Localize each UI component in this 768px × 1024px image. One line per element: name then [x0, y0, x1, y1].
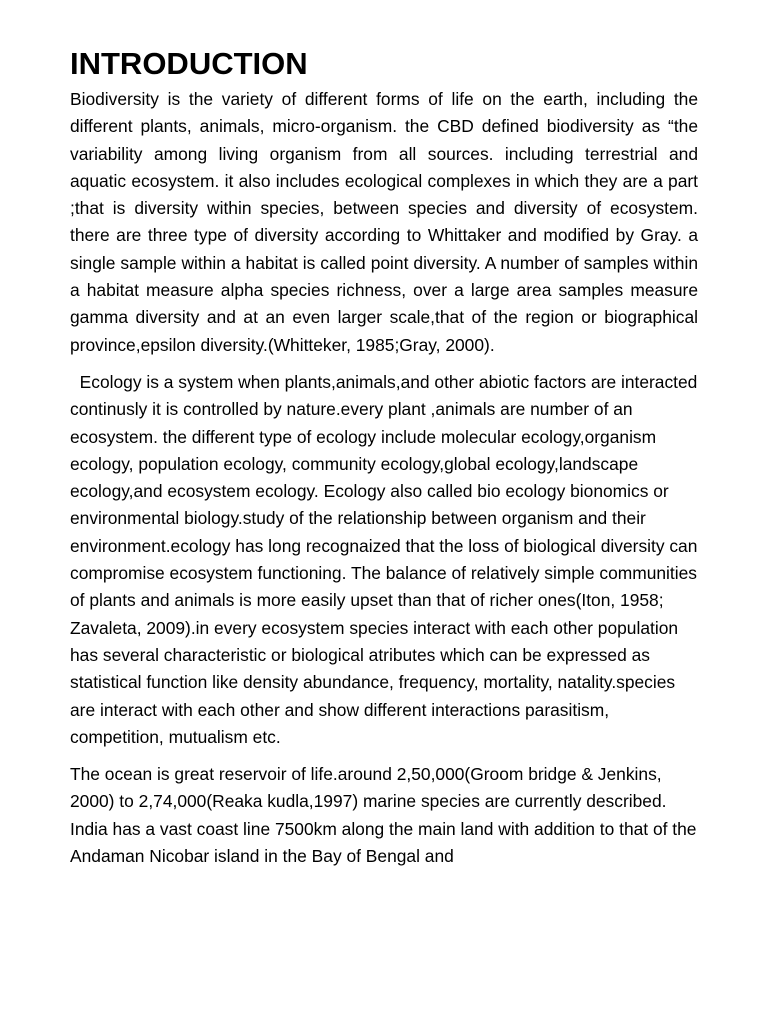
page-title: INTRODUCTION — [70, 46, 308, 81]
paragraph-ecology: Ecology is a system when plants,animals,and other abiotic factors are interacted continusly it is controlled by nature.every plant ,animals are number of an ecosystem. the different type of ecology include molecular ecology,organism ecology, population ecology, community ecology,global ecology,landscape ecology,and ecosystem ecology. Ecology also called bio ecology bionomics or environmental biology.study of the relationship between organism and their environment.ecology has long recognaized that the loss of biological diversity can compromise ecosystem functioning. The balance of relatively simple communities of plants and animals is more easily upset than that of richer ones(Iton, 1958; Zavaleta, 2009).in every ecosystem species interact with each other population has several characteristic or biological atributes which can be expressed as statistical function like density abundance, frequency, mortality, natality.species are interact with each other and show different interactions parasitism, competition, mutualism etc. — [70, 371, 703, 747]
paragraph-spacer — [70, 751, 698, 761]
document-page — [70, 42, 703, 870]
paragraph-biodiversity: Biodiversity is the variety of different forms of life on the earth, including the different plants, animals, micro-organism. the CBD defined biodiversity as “the variability among living organism from all sources. including terrestrial and aquatic ecosystem. it also includes ecological complexes in which they are a part ;that is diversity within species, between species and diversity of ecosystem. there are three type of diversity according to Whittaker and modified by Gray. a single sample within a habitat is called point diversity. A number of samples within a habitat measure alpha species richness, over a large area samples measure gamma diversity and at an even larger scale,that of the region or biographical province,epsilon diversity.(Whitteker, 1985;Gray, 2000). — [70, 89, 698, 355]
paragraph-spacer — [70, 359, 698, 369]
paragraph-ocean: The ocean is great reservoir of life.around 2,50,000(Groom bridge & Jenkins, 2000) to 2,74,000(Reaka kudla,1997) marine species are currently described. India has a vast coast line 7500km along the main land with addition to that of the Andaman Nicobar island in the Bay of Bengal and — [70, 764, 697, 867]
